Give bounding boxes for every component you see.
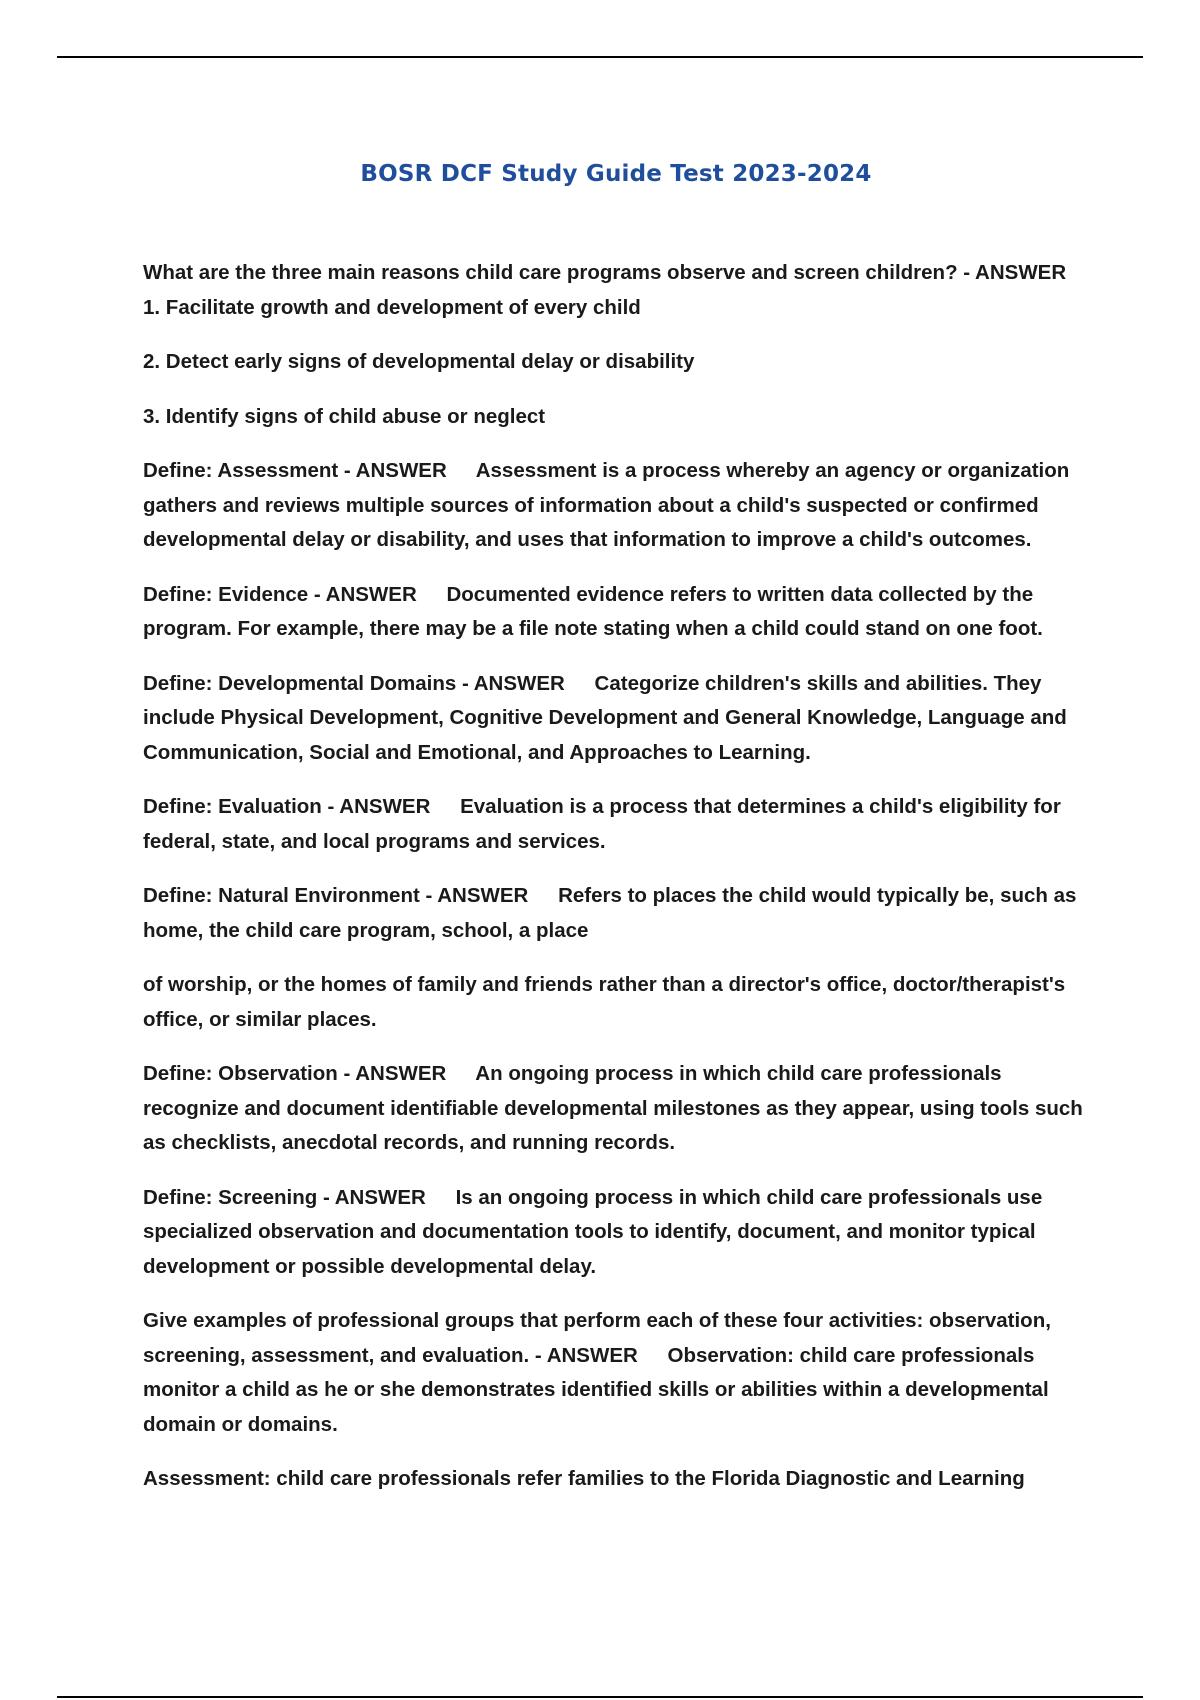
answer-text: of worship, or the homes of family and friends rather than a director's office, doctor/therapist's office, or similar places. xyxy=(143,973,1066,1031)
answer-text: Categorize children's skills and abilities. They include Physical Development, Cognitive Development and General Knowledge, Language and Communication, Social and Emotional, and Approaches to Learning. xyxy=(143,671,1067,764)
question-text: What are the three main reasons child care programs observe and screen children? - ANSWER xyxy=(143,261,1067,284)
question-text: Define: Observation - ANSWER xyxy=(143,1062,447,1085)
qa-block xyxy=(143,256,1093,325)
question-text: Define: Evidence - ANSWER xyxy=(143,582,417,606)
answer-text: Assessment is a process whereby an agency or organization gathers and reviews multiple sources of information about a child's suspected or confirmed developmental delay or disability, and uses that information to improve a child's outcomes. xyxy=(143,459,1070,551)
answer-text: Documented evidence refers to written data collected by the program. For example, there may be a file note stating when a child could stand on one foot. xyxy=(143,582,1043,640)
question-text: Define: Screening - ANSWER xyxy=(143,1185,426,1209)
question-text: Define: Evaluation - ANSWER xyxy=(143,795,431,818)
page-title: BOSR DCF Study Guide Test 2023-2024 xyxy=(360,161,872,188)
qa-block xyxy=(143,578,1093,647)
qa-block xyxy=(143,1462,1093,1497)
top-rule xyxy=(57,56,1143,58)
answer-text: 2. Detect early signs of developmental delay or disability xyxy=(143,350,695,373)
answer-text: Observation: child care professionals monitor a child as he or she demonstrates identified skills or abilities within a developmental domain or domains. xyxy=(143,1343,1049,1436)
bottom-rule xyxy=(57,1696,1143,1698)
qa-block xyxy=(143,345,1093,380)
answer-text: An ongoing process in which child care professionals recognize and document identifiable developmental milestones as they appear, using tools such as checklists, anecdotal records, and running records. xyxy=(143,1062,1083,1154)
document-body xyxy=(143,256,1093,1497)
answer-text: Evaluation is a process that determines a child's eligibility for federal, state, and local programs and services. xyxy=(143,795,1061,853)
qa-block xyxy=(143,667,1093,771)
answer-text: Is an ongoing process in which child care professionals use specialized observation and documentation tools to identify, document, and monitor typical development or possible developmental delay. xyxy=(143,1185,1043,1278)
qa-block xyxy=(143,790,1093,859)
qa-block xyxy=(143,454,1093,558)
qa-block xyxy=(143,1057,1093,1161)
answer-text: 3. Identify signs of child abuse or neglect xyxy=(143,404,546,428)
question-text: Define: Natural Environment - ANSWER xyxy=(143,884,529,907)
qa-block xyxy=(143,1304,1093,1442)
answer-text: 1. Facilitate growth and development of every child xyxy=(143,295,641,319)
question-text: Give examples of professional groups that perform each of these four activities: observation, screening, assessment, and evaluation. - ANSWER xyxy=(143,1309,1051,1367)
qa-block xyxy=(143,879,1093,948)
answer-text: Refers to places the child would typically be, such as home, the child care program, school, a place xyxy=(143,884,1077,942)
answer-text: Assessment: child care professionals refer families to the Florida Diagnostic and Learning xyxy=(143,1467,1025,1490)
qa-block xyxy=(143,968,1093,1037)
qa-block xyxy=(143,1181,1093,1285)
question-text: Define: Assessment - ANSWER xyxy=(143,459,447,482)
question-text: Define: Developmental Domains - ANSWER xyxy=(143,671,565,695)
qa-block xyxy=(143,400,1093,435)
